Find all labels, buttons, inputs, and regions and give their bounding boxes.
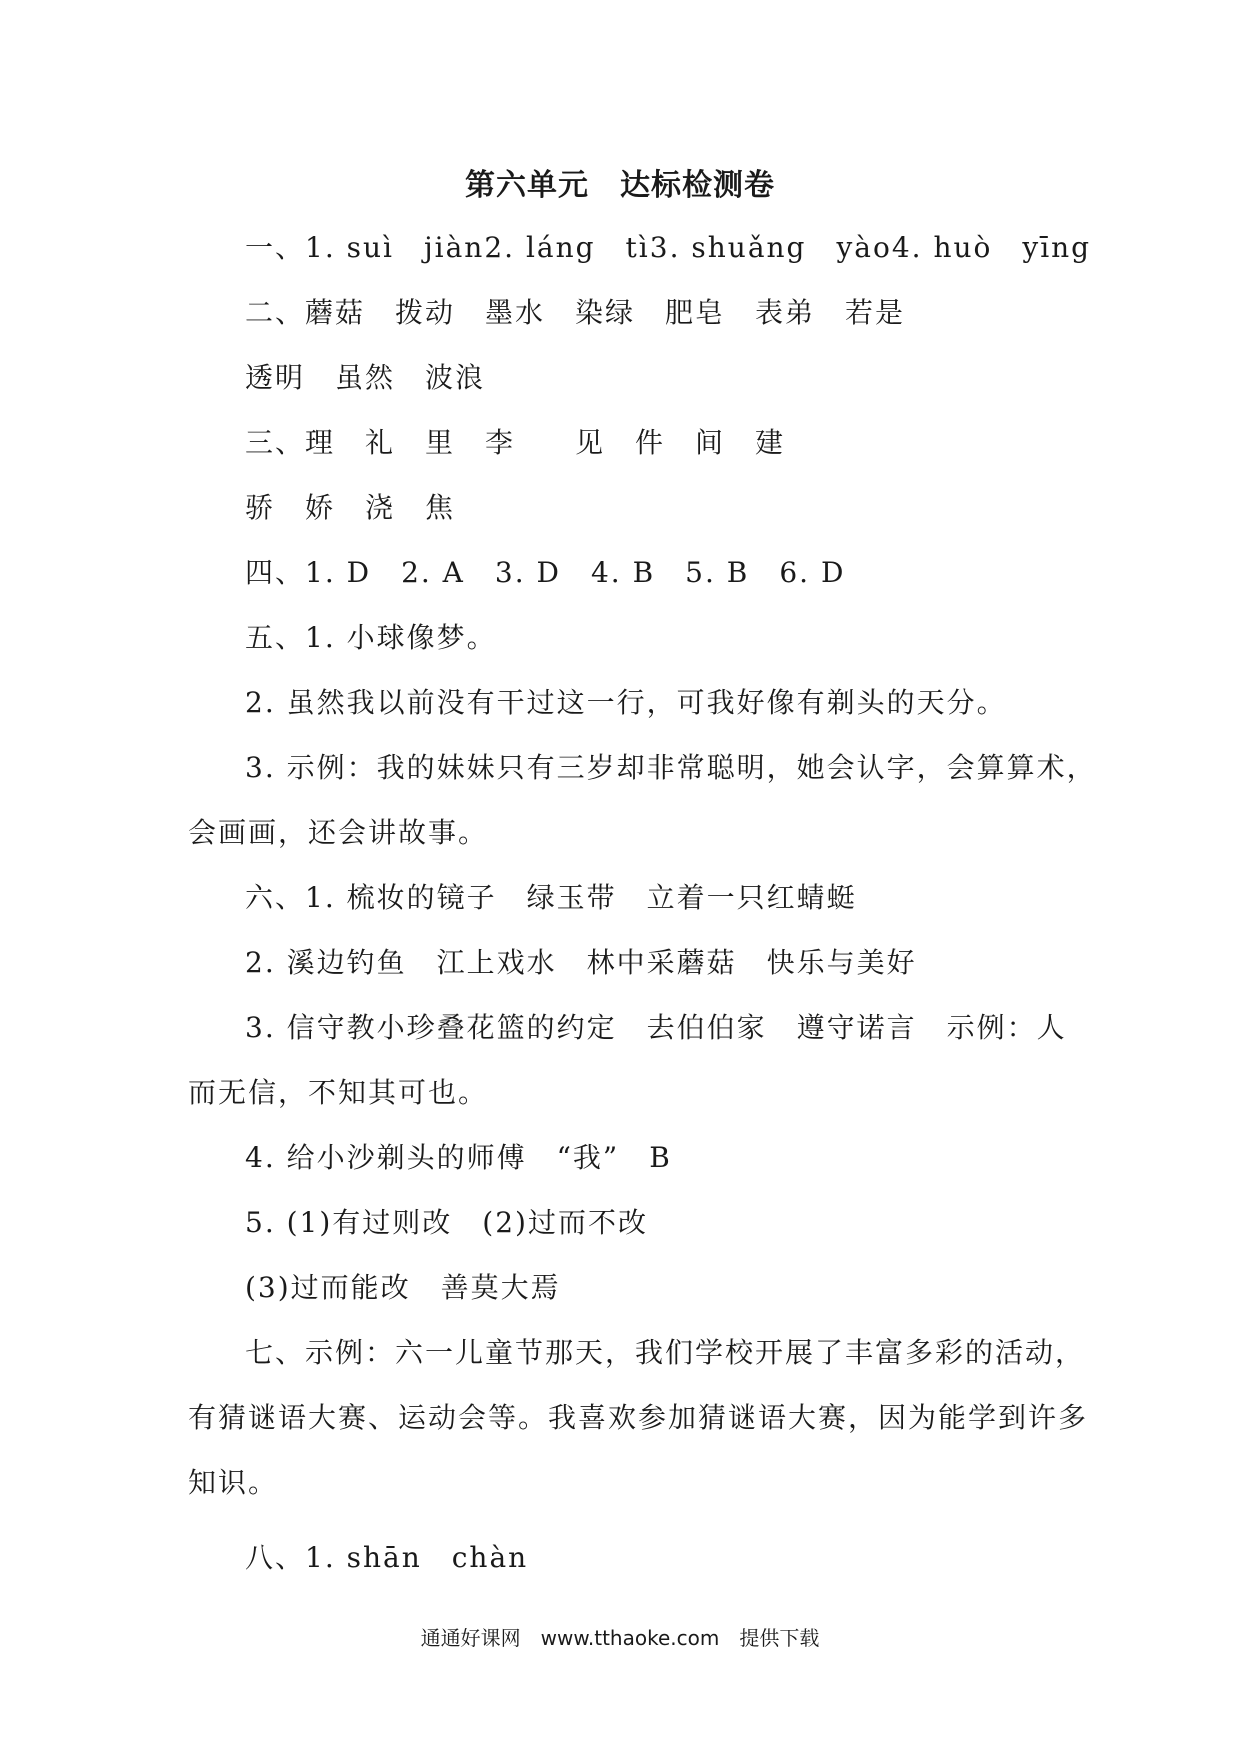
- answer-line-3: 透明 虽然 波浪: [245, 361, 486, 394]
- page-title: 第六单元 达标检测卷: [465, 168, 775, 203]
- answer-line-20: 知识。: [188, 1466, 279, 1499]
- answer-line-9: 3. 示例：我的妹妹只有三岁却非常聪明，她会认字，会算算术，: [245, 751, 1097, 784]
- answer-line-12: 2. 溪边钓鱼 江上戏水 林中采蘑菇 快乐与美好: [245, 946, 917, 979]
- answer-line-8: 2. 虽然我以前没有干过这一行，可我好像有剃头的天分。: [245, 686, 1007, 719]
- footer-credit: 通通好课网 www.tthaoke.com 提供下载: [420, 1626, 820, 1650]
- answer-line-18: 七、示例：六一儿童节那天，我们学校开展了丰富多彩的活动，: [245, 1336, 1086, 1369]
- answer-line-5: 骄 娇 浇 焦: [245, 491, 456, 524]
- answer-line-16: 5. (1)有过则改 (2)过而不改: [245, 1206, 648, 1239]
- answer-line-10: 会画画，还会讲故事。: [188, 816, 489, 849]
- answer-line-1: 一、1. suì jiàn2. láng tì3. shuǎng yào4. huò yīng: [245, 231, 1092, 264]
- answer-line-7: 五、1. 小球像梦。: [245, 621, 497, 654]
- answer-line-13: 3. 信守教小珍叠花篮的约定 去伯伯家 遵守诺言 示例：人: [245, 1011, 1067, 1044]
- answer-line-19: 有猜谜语大赛、运动会等。我喜欢参加猜谜语大赛，因为能学到许多: [188, 1401, 1089, 1434]
- answer-line-15: 4. 给小沙剃头的师傅 “我” B: [245, 1141, 672, 1174]
- answer-line-11: 六、1. 梳妆的镜子 绿玉带 立着一只红蜻蜓: [245, 881, 857, 914]
- answer-line-6: 四、1. D 2. A 3. D 4. B 5. B 6. D: [245, 556, 846, 589]
- answer-line-4: 三、理 礼 里 李 见 件 间 建: [245, 426, 786, 459]
- answer-line-17: (3)过而能改 善莫大焉: [245, 1271, 561, 1304]
- answer-line-14: 而无信，不知其可也。: [188, 1076, 489, 1109]
- answer-line-21: 八、1. shān chàn: [245, 1541, 529, 1574]
- answer-line-2: 二、蘑菇 拨动 墨水 染绿 肥皂 表弟 若是: [245, 296, 906, 329]
